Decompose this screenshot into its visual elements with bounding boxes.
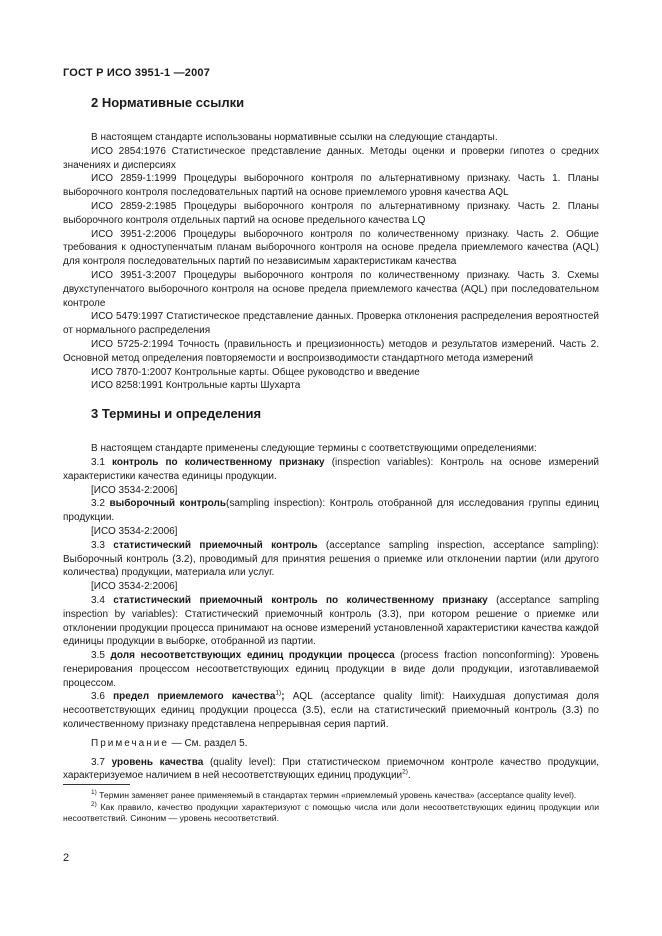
term-3-7: 3.7 уровень качества (quality level): При статистическом приемочном контроле качество продукции, характеризуемое наличием в ней несоответствующих единиц продукции$^{2)}$. bbox=[63, 756, 600, 782]
footnote-2: $^{2)}$ Как правило, качество продукции характеризуют с помощью числа или доли несоответствующих единиц продукции или несоответствий. Синоним — уровень несоответствий. bbox=[63, 800, 599, 823]
reference-item: ИСО 2859-1:1999 Процедуры выборочного контроля по альтернативному признаку. Часть 1. Планы выборочного контроля последовательных партий на основе приемлемого уровня качества AQL bbox=[63, 173, 599, 199]
note: Примечание — См. раздел 5. bbox=[91, 737, 248, 749]
footnote-divider bbox=[63, 784, 130, 785]
page-number: 2 bbox=[63, 852, 70, 864]
reference-item: ИСО 3951-2:2006 Процедуры выборочного контроля по количественному признаку. Часть 2. Общие требования к одноступенчатым планам выборочного контроля на основе предела приемлемого качества (AQL) для контроля последовательных партий по независимым характеристикам качества bbox=[63, 228, 599, 268]
term-name: статистический приемочный контроль bbox=[113, 539, 318, 551]
reference-item: ИСО 8258:1991 Контрольные карты Шухарта bbox=[91, 380, 301, 392]
section-2-heading: 2 Нормативные ссылки bbox=[91, 95, 245, 110]
term-name: выборочный контроль bbox=[109, 498, 227, 510]
term-name: контроль по количественному признаку bbox=[112, 456, 325, 468]
term-name: статистический приемочный контроль по количественному признаку bbox=[113, 594, 488, 606]
reference-item: ИСО 5479:1997 Статистическое представление данных. Проверка отклонения распределения вероятностей от нормального распределения bbox=[63, 311, 599, 337]
reference-item: ИСО 7870-1:2007 Контрольные карты. Общее руководство и введение bbox=[91, 366, 420, 378]
reference-item: ИСО 2854:1976 Статистическое представление данных. Методы оценки и проверки гипотез о средних значениях и дисперсиях bbox=[63, 145, 599, 171]
term-3-6: 3.6 предел приемлемого качества$^{1)}$; AQL (acceptance quality limit): Наихудшая допустимая доля несоответствующих единиц продукции процесса (3.5), если на статистический приемочный контроль (3.3) по количественному признаку представлена непрерывная серия партий. bbox=[63, 690, 599, 731]
section-3-intro: В настоящем стандарте применены следующие термины с соответствующими определениями: bbox=[91, 443, 537, 455]
note-label: Примечание bbox=[91, 737, 169, 749]
footnote-ref: 2) bbox=[402, 769, 408, 777]
term-3-2: 3.2 выборочный контроль(sampling inspection): Контроль отобранной для исследования группы единиц продукции. bbox=[63, 498, 600, 524]
term-source: [ИСО 3534-2:2006] bbox=[91, 484, 178, 496]
reference-item: ИСО 5725-2:1994 Точность (правильность и прецизионность) методов и результатов измерений. Часть 2. Основной метод определения повторяемости и воспроизводимости стандартного метода измерений bbox=[63, 338, 599, 364]
term-name: доля несоответствующих единиц продукции процесса bbox=[110, 650, 395, 662]
footnote-1: $^{1)}$ Термин заменяет ранее применяемый в стандартах термин «приемлемый уровень качества» (acceptance quality level). bbox=[91, 789, 577, 800]
footnotes bbox=[63, 790, 599, 825]
section-3-heading: 3 Термины и определения bbox=[91, 406, 262, 422]
section-2-intro: В настоящем стандарте использованы нормативные ссылки на следующие стандарты. bbox=[91, 132, 498, 143]
footnote-ref: 1) bbox=[275, 690, 282, 698]
term-3-4: 3.4 статистический приемочный контроль по количественному признаку (acceptance sampling inspection by variables): Статистический приемочный контроль (3.3), при котором решение о приемке или отклонении продукции процесса принимают на основе измерений установленной характеристики качества каждой единицы продукции в выборке, отобранной из партии. bbox=[63, 594, 599, 648]
term-source: [ИСО 3534-2:2006] bbox=[91, 525, 178, 537]
term-name: уровень качества bbox=[111, 756, 204, 768]
term-3-5: 3.5 доля несоответствующих единиц продукции процесса (process fraction nonconforming): Уровень генерирования процессом несоответствующих единиц продукции в виде доли продукции, изготавливаемой процессом. bbox=[63, 650, 599, 689]
term-3-1: 3.1 контроль по количественному признаку (inspection variables): Контроль на основе измерений характеристики качества единицы продукции. bbox=[63, 456, 599, 482]
main-content bbox=[63, 95, 599, 783]
standard-header: ГОСТ Р ИСО 3951-1 —2007 bbox=[63, 67, 211, 79]
term-3-3: 3.3 статистический приемочный контроль (acceptance sampling inspection, acceptance sampling): Выборочный контроль (3.2), проводимый для принятия решения о приемке или отклонении партии (или другого количества) продукции, материала или услуг. bbox=[63, 539, 599, 579]
reference-item: ИСО 2859-2:1985 Процедуры выборочного контроля по альтернативному признаку. Часть 2. Планы выборочного контроля отдельных партий на основе предельного качества LQ bbox=[63, 200, 599, 226]
term-source: [ИСО 3534-2:2006] bbox=[91, 581, 178, 593]
reference-item: ИСО 3951-3:2007 Процедуры выборочного контроля по количественному признаку. Часть 3. Схемы двухступенчатого выборочного контроля на основе предела приемлемого качества (AQL) при последовательном контроле bbox=[63, 269, 599, 309]
term-name: предел приемлемого качества bbox=[113, 691, 276, 703]
